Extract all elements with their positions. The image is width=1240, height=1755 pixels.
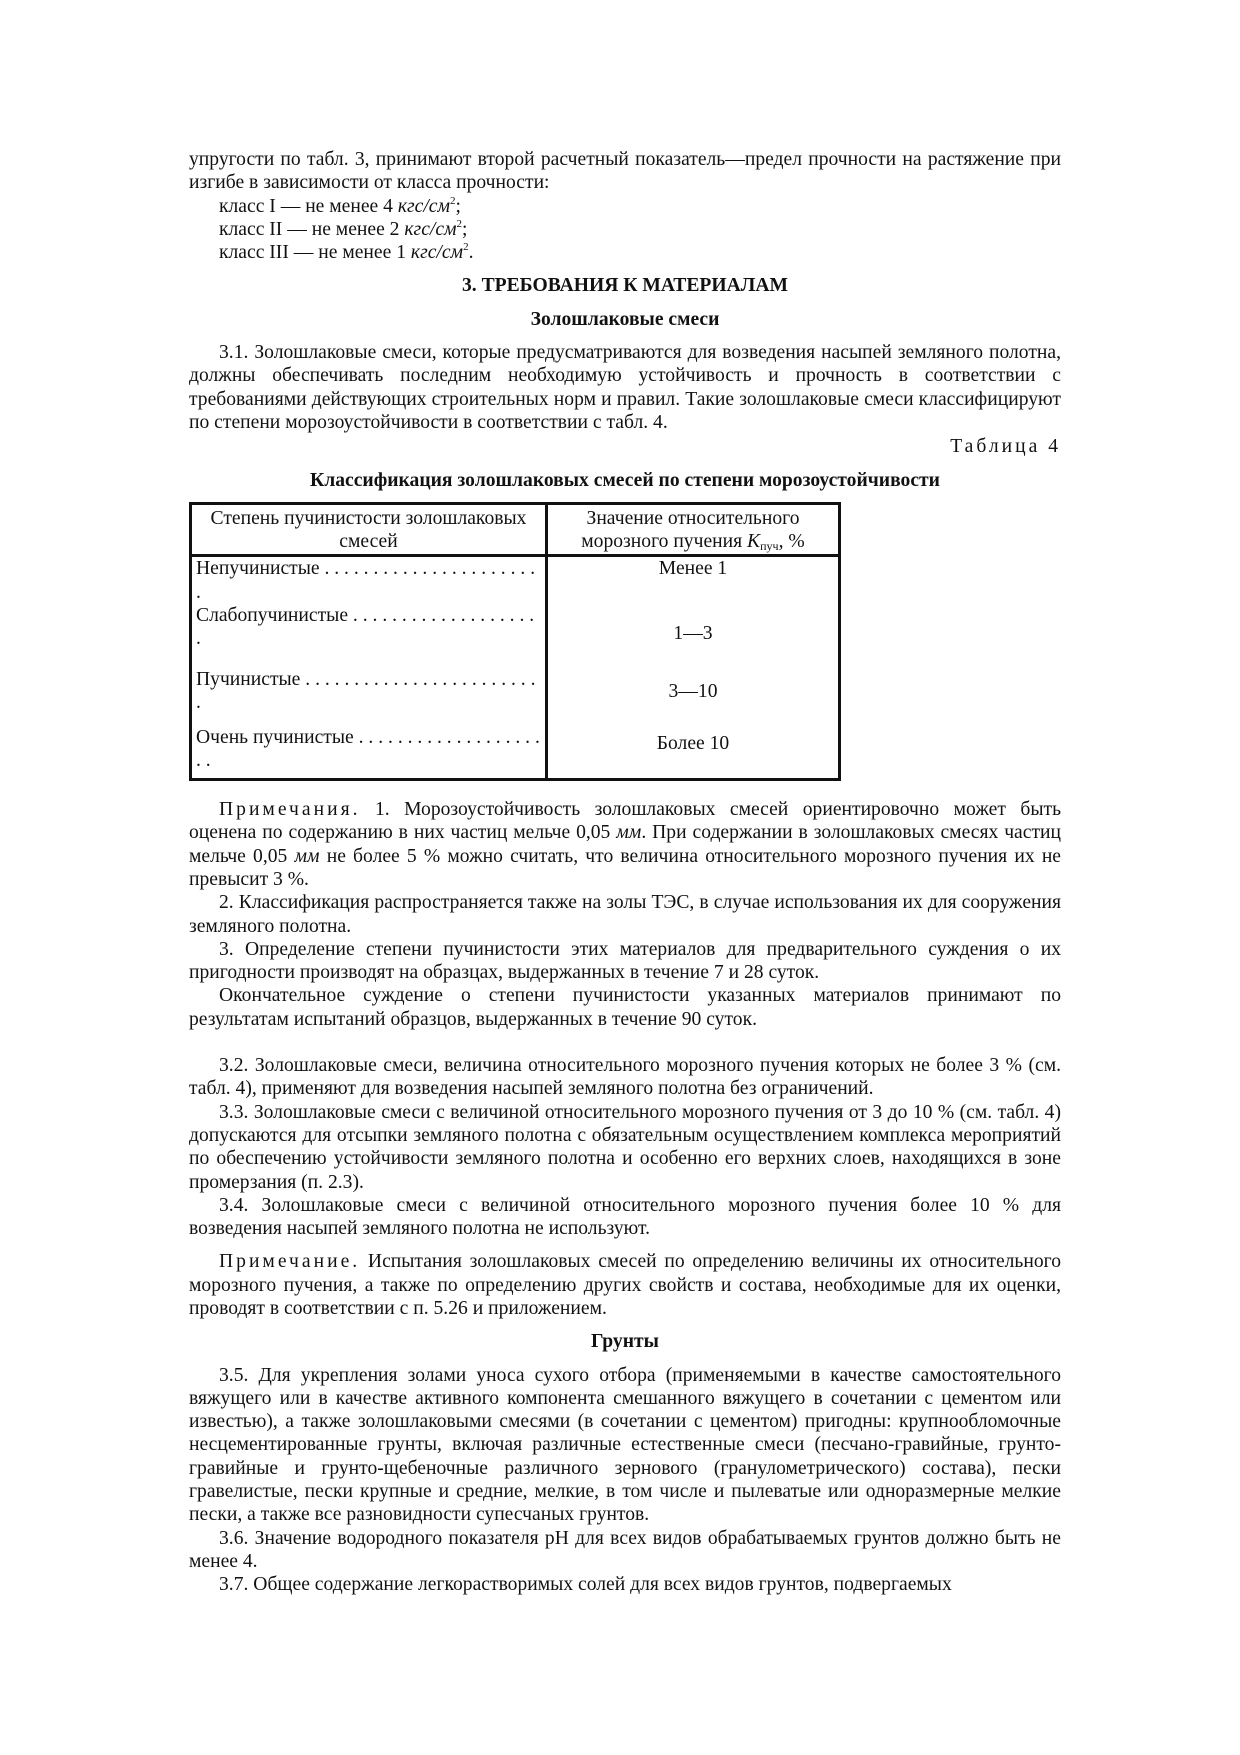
table-row xyxy=(191,604,840,668)
note-1-part-a: 1. Морозоустойчивость золошлаковых смесей ориентировочно может быть оценена по содержанию в них частиц мельче 0,05 xyxy=(189,799,1061,844)
class-3-end: . xyxy=(468,242,474,264)
note-1-unit-a: мм xyxy=(616,822,642,844)
section-title: 3. ТРЕБОВАНИЯ К МАТЕРИАЛАМ xyxy=(461,275,789,297)
subsection-title-soils: Грунты xyxy=(591,1331,659,1353)
paragraph-3-1: 3.1. Золошлаковые смеси, которые предусматриваются для возведения насыпей земляного полотна, должны обеспечивать последним необходимую устойчивость и прочность в соответствии с требованиями действующих строительных норм и правил. Такие золошлаковые смеси классифицируют по степени морозоустойчивости в соответствии с табл. 4. xyxy=(189,342,1061,433)
note-1-unit-b: мм xyxy=(294,845,320,867)
note-paragraph xyxy=(189,1250,1061,1320)
document-page xyxy=(189,148,1061,1597)
paragraph-3-5: 3.5. Для укрепления золами уноса сухого отбора (применяемыми в качестве самостоятельного вяжущего или в качестве активного компонента смешанного вяжущего в сочетании с цементом или известью), а также золошлаковыми смесями (в сочетании с цементом) пригодны: крупнообломочные несцементированные грунты, включая различные естественные смеси (песчано-гравийные, грунто-гравийные и грунто-щебеночные различного зернового (гранулометрического) состава), пески гравелистые, пески крупные и средние, мелкие, в том числе и пылеватые или одноразмерные мелкие пески, а также все разновидности супесчаных грунтов. xyxy=(189,1364,1061,1526)
table-cell-degree: Очень пучинистые . . . . . . . . . . . . . . . . . . . . . xyxy=(191,726,547,780)
class-2-end: ; xyxy=(462,218,468,240)
table-cell-value: 1—3 xyxy=(547,604,840,668)
class-2-power: 2 xyxy=(456,217,463,230)
class-3-line xyxy=(189,241,1061,264)
class-2-text: класс II — не менее 2 xyxy=(219,218,405,240)
table-header-row xyxy=(191,503,840,556)
class-2-unit: кгс/см xyxy=(404,218,457,240)
table-cell-degree: Пучинистые . . . . . . . . . . . . . . . . . . . . . . . . . xyxy=(191,668,547,726)
class-1-end: ; xyxy=(455,195,461,217)
notes-label: Примечания. xyxy=(219,799,361,821)
note-text: Испытания золошлаковых смесей по определению величины их относительного морозного пучения, а также по определению других свойств и состава, необходимые для их оценки, проводят в соответствии с п. 5.26 и приложением. xyxy=(189,1251,1061,1319)
notes-paragraph-1 xyxy=(189,798,1061,891)
notes-paragraph-4: Окончательное суждение о степени пучинистости указанных материалов принимают по результатам испытаний образцов, выдержанных в течение 90 суток. xyxy=(189,985,1061,1030)
table-cell-value: 3—10 xyxy=(547,668,840,726)
table-row xyxy=(191,668,840,726)
note-1-part-c: не более 5 % можно считать, что величина относительного морозного пучения их не превысит 3 %. xyxy=(189,845,1061,890)
paragraph-3-6: 3.6. Значение водородного показателя pH для всех видов обрабатываемых грунтов должно быть не менее 4. xyxy=(189,1527,1061,1572)
table-row xyxy=(191,726,840,780)
table-header-degree: Степень пучинистости золошлаковых смесей xyxy=(191,503,547,556)
header-value-subscript: пуч xyxy=(760,539,779,554)
header-value-text: Значение относительного морозного пучения xyxy=(581,507,800,553)
header-value-symbol: K xyxy=(747,531,761,553)
note-1-part-b: . При содержании в золошлаковых смесях частиц мельче 0,05 xyxy=(189,822,1061,867)
note-label: Примечание. xyxy=(219,1251,361,1273)
class-1-line xyxy=(189,195,1061,218)
paragraph-3-7: 3.7. Общее содержание легкорастворимых солей для всех видов грунтов, подвергаемых xyxy=(219,1574,952,1596)
class-1-unit: кгс/см xyxy=(397,195,451,217)
table-title: Классификация золошлаковых смесей по степени морозоустойчивости xyxy=(310,469,940,491)
subsection-title-ash: Золошлаковые смеси xyxy=(530,308,720,330)
class-1-text: класс I — не менее 4 xyxy=(219,195,398,217)
class-3-unit: кгс/см xyxy=(410,242,464,264)
class-3-text: класс III — не менее 1 xyxy=(219,242,411,264)
table-cell-value: Менее 1 xyxy=(547,556,840,604)
paragraph-3-3: 3.3. Золошлаковые смеси с величиной относительного морозного пучения от 3 до 10 % (см. табл. 4) допускаются для отсыпки земляного полотна с обязательным осуществлением комплекса мероприятий по обеспечению устойчивости земляного полотна и особенно его верхних слоев, находящихся в зоне промерзания (п. 2.3). xyxy=(189,1101,1061,1193)
header-value-unit: , % xyxy=(778,531,805,553)
class-1-power: 2 xyxy=(450,194,456,207)
paragraph-3-4: 3.4. Золошлаковые смеси с величиной относительного морозного пучения более 10 % для возведения насыпей земляного полотна не используют. xyxy=(189,1194,1061,1240)
table-header-value xyxy=(547,503,840,556)
table-cell-value: Более 10 xyxy=(547,726,840,780)
notes-paragraph-3: 3. Определение степени пучинистости этих материалов для предварительного суждения о их пригодности производят на образцах, выдержанных в течение 7 и 28 суток. xyxy=(189,938,1061,984)
paragraph-3-2: 3.2. Золошлаковые смеси, величина относительного морозного пучения которых не более 3 % (см. табл. 4), применяют для возведения насыпей земляного полотна без ограничений. xyxy=(189,1055,1061,1100)
class-3-power: 2 xyxy=(463,241,469,254)
table-label: Таблица 4 xyxy=(950,436,1061,458)
table-row xyxy=(191,556,840,604)
table-cell-degree: Непучинистые . . . . . . . . . . . . . . . . . . . . . . . xyxy=(191,556,547,604)
class-2-line xyxy=(189,218,1061,241)
notes-paragraph-2: 2. Классификация распространяется также на золы ТЭС, в случае использования их для сооружения земляного полотна. xyxy=(189,892,1061,937)
frost-table xyxy=(189,502,841,781)
intro-paragraph: упругости по табл. 3, принимают второй расчетный показатель—предел прочности на растяжение при изгибе в зависимости от класса прочности: xyxy=(189,149,1061,194)
table-cell-degree: Слабопучинистые . . . . . . . . . . . . . . . . . . . . xyxy=(191,604,547,668)
